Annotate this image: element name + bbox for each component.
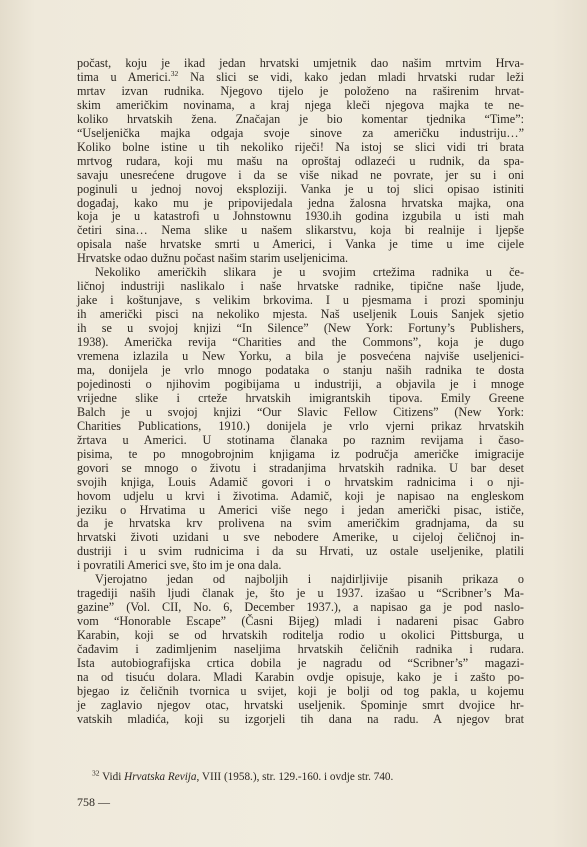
text-line: pojedinosti o njihovim pogibijama u industriji, a objavila je i mnoge [77, 376, 524, 391]
text-line: svojih knjiga, Louis Adamič govori i o hrvatskim radnicima i o nji- [77, 474, 524, 489]
text-line: koja je u katastrofi u Johnstownu 1930.ih godina izgubila u isti mah [77, 209, 524, 224]
paragraph-2 [77, 266, 524, 573]
text-line: govori se mnogo o životu i stradanjima hrvatskih radnika. U bar deset [77, 460, 524, 475]
paragraph-3 [77, 573, 524, 726]
text-line: poginuli u jednoj novoj eksploziji. Vanka je u toj slici opisao istiniti [77, 181, 524, 196]
footnote-number: 32 [92, 768, 100, 778]
footnote [92, 770, 524, 784]
footnote-reference: 32 [170, 68, 179, 78]
text-line: jeziku o Hrvatima u Americi više nego i jedan američki pisac, ističe, [77, 502, 524, 517]
text-line: tragediji naših ljudi članak je, što je u 1937. izašao u “Scribner’s Ma- [77, 586, 524, 601]
text-line: skim američkim novinama, a kraj njega kleči njegova majka te ne- [77, 97, 524, 112]
text-line: ih američki pisci na nekoliko mjesta. Naš useljenik Louis Sanjek sjetio [77, 307, 524, 322]
text-line: čađavim i zadimljenim naseljima hrvatskih čeličnih radnika i rudara. [77, 642, 524, 657]
text-line: Charities Publications, 1910.) donijela je vrlo vjerni prikaz hrvatskih [77, 418, 524, 433]
text-line: Koliko bolne istine u tih nekoliko riječi! Na istoj se slici vidi tri brata [77, 139, 524, 154]
text-line: Nekoliko američkih slikara je u svojim crtežima radnika u če- [95, 265, 524, 280]
text-line: Hrvatske odao dužnu počast našim starim useljenicima. [77, 251, 349, 266]
text-line: žrtava u Americi. U stotinama članaka po raznim revijama i časo- [77, 432, 524, 447]
text-line: ma, donijela je vrlo mnogo podataka o stanju naših radnika te dosta [77, 362, 524, 377]
text-line: i povratili Americi sve, što im je ona dala. [77, 558, 282, 573]
paragraph-1 [77, 57, 524, 266]
page-number: 758 — [77, 795, 110, 809]
text-line: je zaglavio njegov otac, hrvatski useljenik. Spominje smrt dvojice hr- [77, 697, 524, 712]
text-line: hrvatski životi uzidani u sve nebodere Amerike, u cijeloj čeličnoj in- [77, 530, 524, 545]
text-line: vremena izlazila u New Yorku, a bila je posvećena najviše useljenici- [77, 349, 524, 364]
text-line: gazine” (Vol. CII, No. 6, December 1937.), a napisao ga je pod naslo- [77, 600, 524, 615]
text-line: pisima, te po mnogobrojnim knjigama iz područja američke imigracije [77, 446, 524, 461]
text-line: na od tisuću dolara. Mladi Karabin ovdje opisuje, kako je i zašto po- [77, 669, 524, 684]
text-line: opisala naše hrvatske smrti u Americi, i Vanka je time u ime cijele [77, 237, 524, 252]
text-line: događaj, kako mu je pripovijedala jedna žalosna hrvatska majka, ona [77, 195, 524, 210]
text-line: mrtvog rudara, koji mu mašu na oproštaj odlazeći u rudnik, da spa- [77, 153, 524, 168]
text-line: hovom udjelu u krvi i životima. Adamič, koji je napisao na engleskom [77, 488, 524, 503]
text-line: vrijedne slike i crteže hrvatskih imigrantskih tipova. Emily Greene [77, 390, 524, 405]
text-line-end: Na slici se vidi, kako jedan mladi hrvatski rudar leži [178, 69, 525, 84]
footnote-suffix: , VIII (1958.), str. 129.-160. i ovdje str. 740. [196, 771, 394, 783]
text-line [77, 68, 525, 85]
text-line-start: tima u Americi. [77, 69, 171, 84]
body-text [77, 57, 524, 727]
text-line: 1938). Američka revija “Charities and the Commons”, koja je dugo [77, 335, 524, 350]
text-line: počast, koju je ikad jedan hrvatski umjetnik dao našim mrtvim Hrva- [77, 56, 524, 70]
text-line: ličnoj industriji naslikalo i naše hrvatske radnike, tipične naše ljude, [77, 279, 524, 294]
text-line: ih se u svojoj knjizi “In Silence” (New York: Fortuny’s Publishers, [77, 321, 524, 336]
text-line: vom “Honorable Escape” (Časni Bijeg) mladi i nadareni pisac Gabro [77, 614, 524, 629]
text-line: “Useljenička majka odgaja svoje sinove za američku industriju…” [77, 125, 524, 140]
text-line: Ista autobiografijska crtica dobila je nagradu od “Scribner’s” magazi- [77, 655, 524, 670]
text-line: Karabin, koji se od hrvatskih roditelja rodio u okolici Pittsburga, u [77, 628, 524, 643]
text-line: da je hrvatska krv prolivena na svim američkim gradnjama, da su [77, 516, 524, 531]
text-line: koliko hrvatskih žena. Značajan je bio komentar tjednika “Time”: [77, 111, 524, 126]
footnote-journal-title: Hrvatska Revija [124, 771, 197, 783]
text-line: dustriji i u svim rudnicima i da su Hrvati, uz ostale useljenike, platili [77, 544, 524, 559]
footnote-prefix: Vidi [102, 771, 125, 783]
text-line: savaju unesrećene drugove i da se više nikad ne povrate, jer su i oni [77, 167, 524, 182]
text-line: vatskih mladića, koji su izgorjeli tih dana na radu. A njegov brat [77, 711, 524, 726]
text-line: jake i koštunjave, s velikim brkovima. I u pjesmama i prozi spominju [77, 293, 524, 308]
text-line: Vjerojatno jedan od najboljih i najdirljivije pisanih prikaza o [95, 572, 524, 587]
text-line: četiri sina… Nema slike u našem slikarstvu, koja bi realnije i ljepše [77, 223, 524, 238]
text-line: bjegao iz čeličnih tvornica u svijet, koji je bolji od tog pakla, u kojemu [77, 683, 524, 698]
text-line: mrtav izvan rudnika. Njegovo tijelo je položeno na raširenim hrvat- [77, 83, 524, 98]
text-line: Balch je u svojoj knjizi “Our Slavic Fellow Citizens” (New York: [77, 404, 524, 419]
